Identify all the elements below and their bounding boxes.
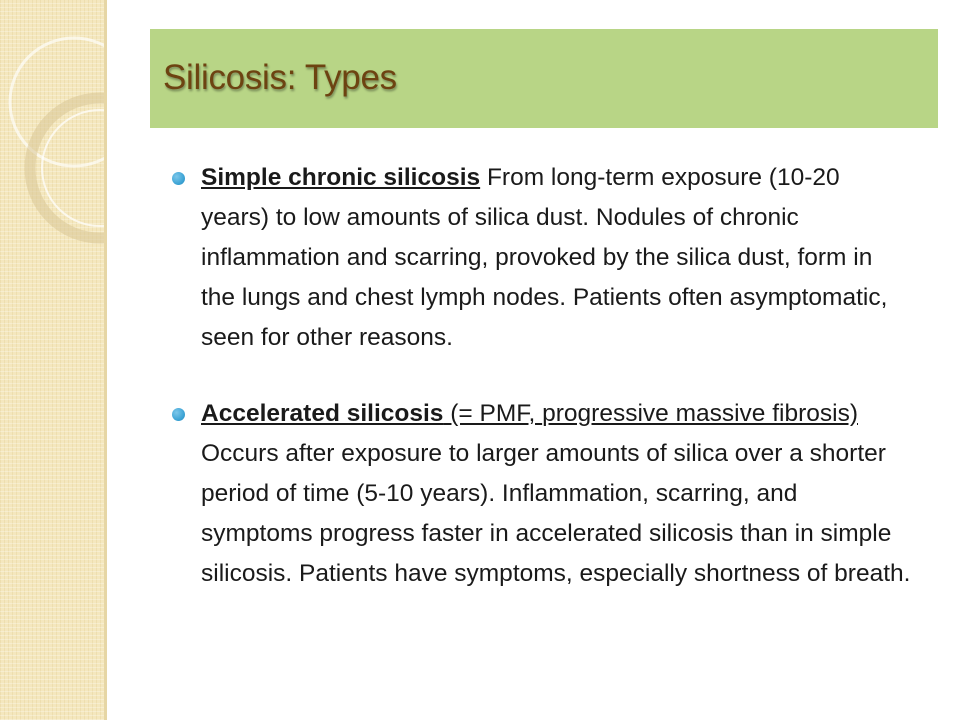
bullet-accelerated-silicosis (172, 394, 912, 594)
bullet-term: Accelerated silicosis (201, 400, 444, 427)
bullet-subtitle-open: (= PMF, (443, 400, 543, 427)
bullet-body: From long-term exposure (10-20 years) to low amounts of silica dust. Nodules of chronic inflammation and scarring, provoked by the silica dust, form in the lungs and chest lymph nodes. Patients often asymptomatic, seen for other reasons. (201, 164, 888, 351)
bullet-term: Simple chronic silicosis (201, 164, 481, 191)
bullet-dot-icon (172, 172, 185, 185)
slide-title: Silicosis: Types (163, 58, 397, 97)
bullet-subtitle-underlined: progressive massive fibrosis) (542, 400, 858, 427)
side-band-edge (104, 0, 107, 720)
bullet-list (172, 158, 912, 594)
bullet-simple-chronic-silicosis (172, 158, 912, 358)
bullet-dot-icon (172, 408, 185, 421)
decorative-side-band (0, 0, 104, 720)
decorative-rings (0, 0, 104, 720)
bullet-body: Occurs after exposure to larger amounts of silica over a shorter period of time (5-10 years). Inflammation, scarring, and symptoms progress faster in accelerated silicosis than in simple silicosis. Patients have symptoms, especially shortness of breath. (201, 440, 911, 587)
